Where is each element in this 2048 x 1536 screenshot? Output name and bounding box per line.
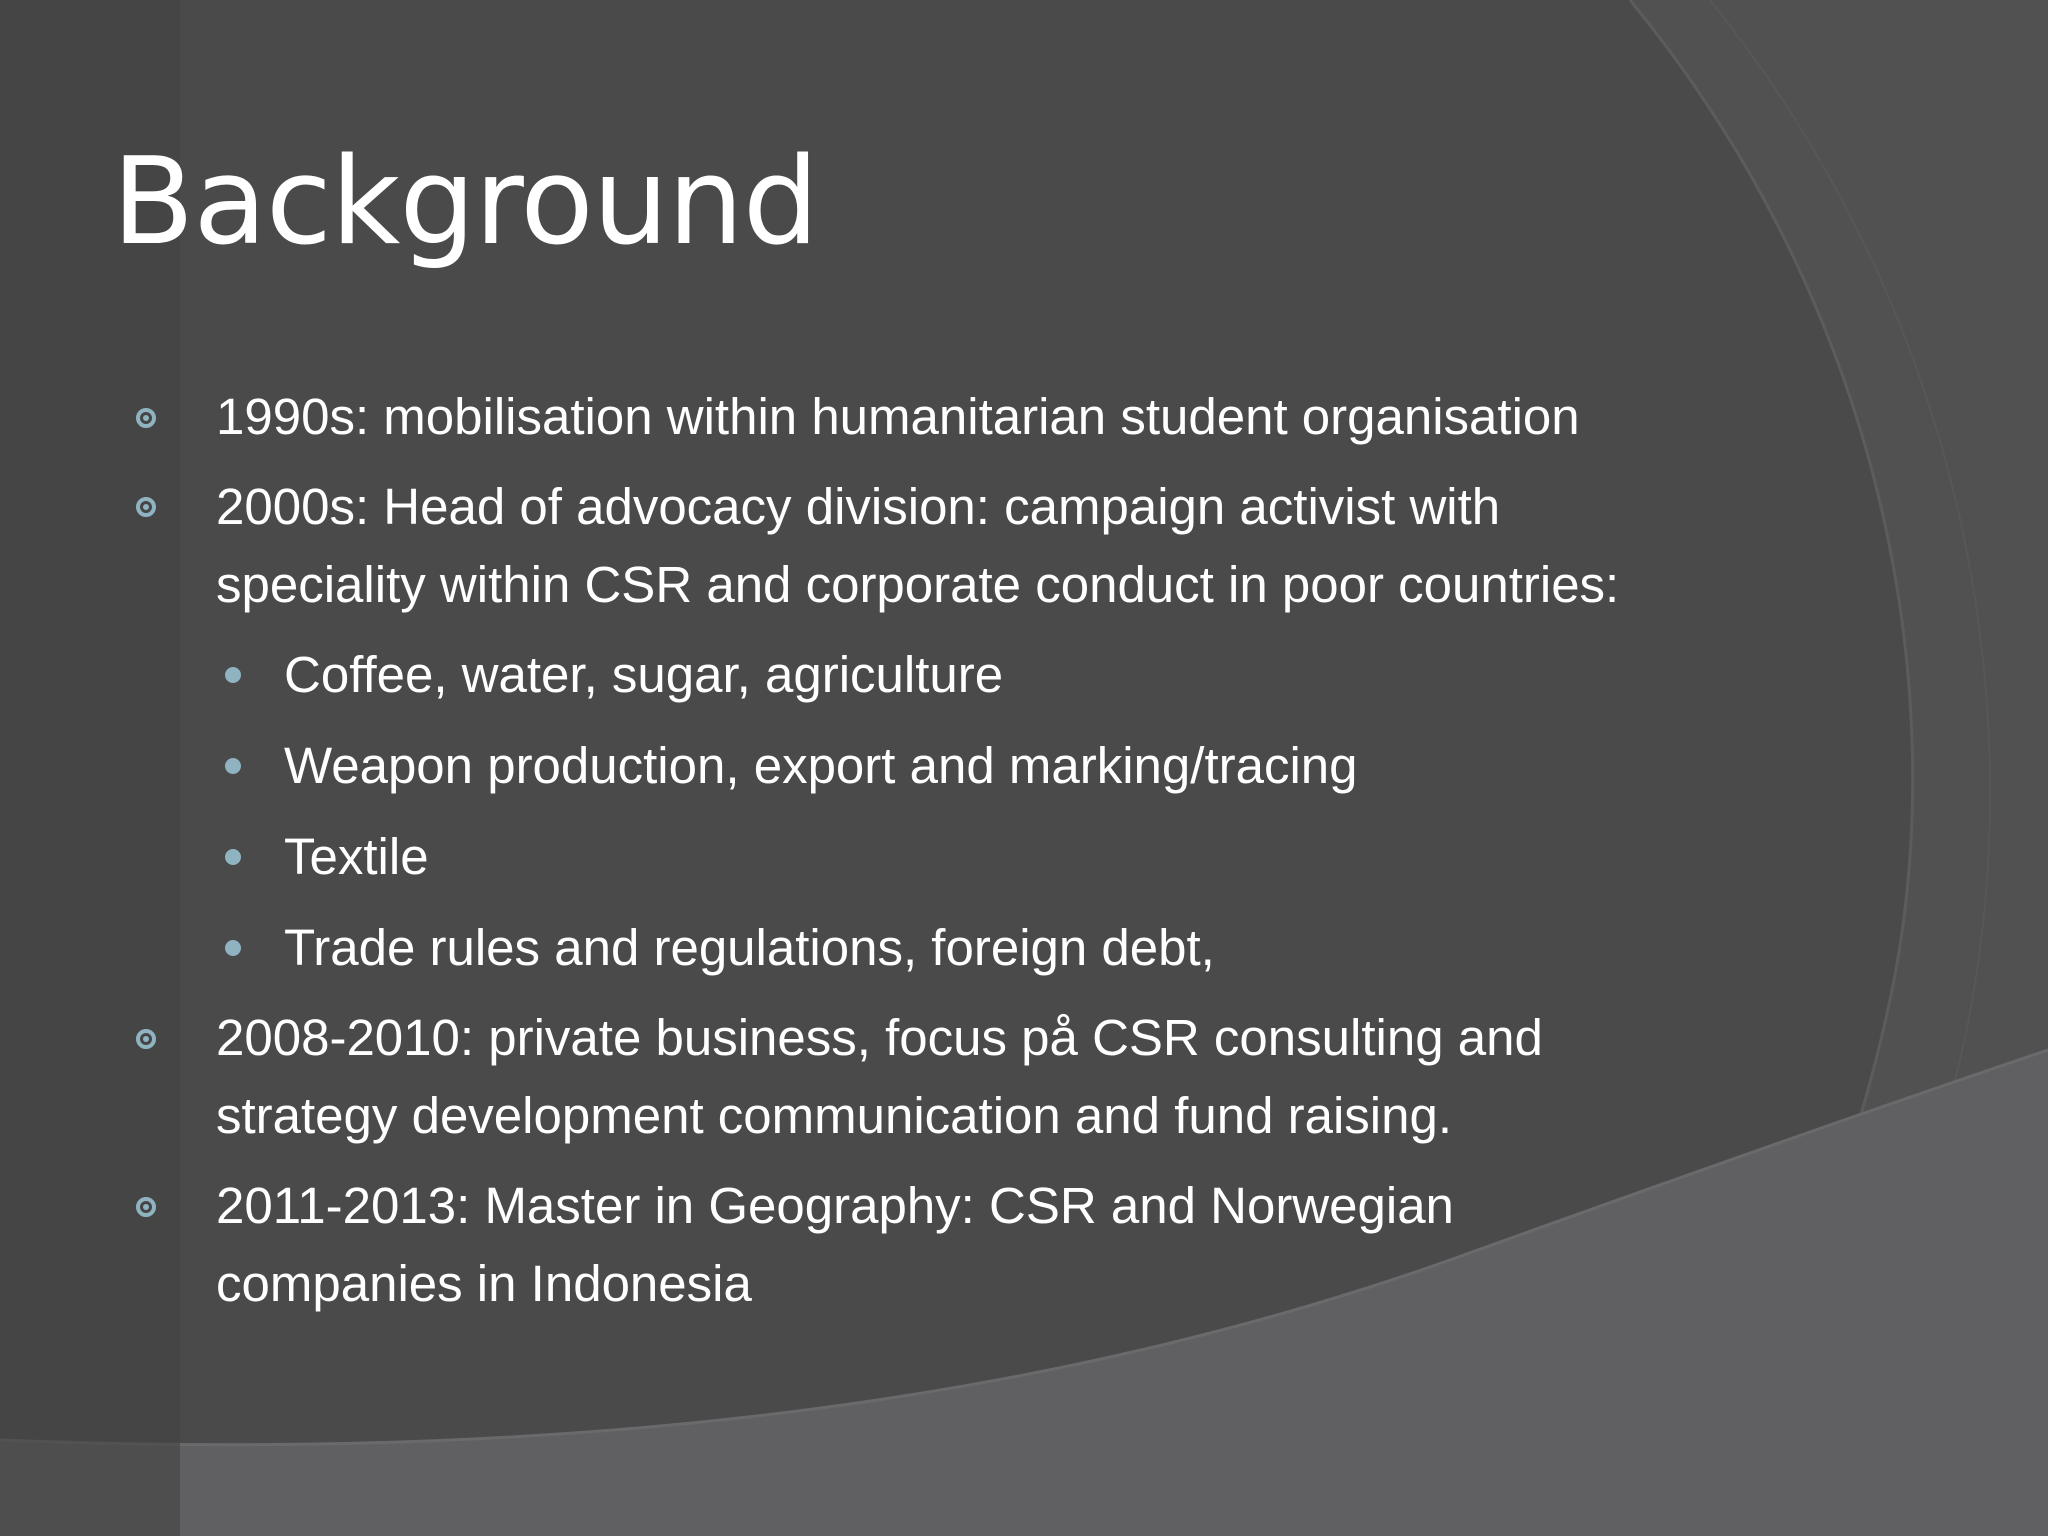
- bullet-line: Coffee, water, sugar, agriculture: [284, 646, 1004, 703]
- bullet-line: strategy development communication and fund raising.: [216, 1087, 1453, 1144]
- bullet-line: speciality within CSR and corporate conduct in poor countries:: [216, 556, 1620, 613]
- bullet-item: [216, 468, 1619, 624]
- bullet-line: 2008-2010: private business, focus på CSR consulting and: [216, 1009, 1543, 1066]
- bullet-line: 1990s: mobilisation within humanitarian student organisation: [216, 388, 1580, 445]
- sub-bullet-item: [284, 636, 1003, 714]
- sub-bullet-item: [284, 909, 1215, 987]
- circle-bullet-icon: [136, 1197, 156, 1217]
- dot-bullet-icon: [225, 940, 241, 956]
- bullet-line: companies in Indonesia: [216, 1255, 752, 1312]
- bullet-line: Textile: [284, 828, 429, 885]
- circle-bullet-icon: [136, 497, 156, 517]
- bullet-line: Trade rules and regulations, foreign debt,: [284, 919, 1215, 976]
- circle-bullet-icon: [136, 408, 156, 428]
- sub-bullet-item: [284, 818, 429, 896]
- bullet-item: [216, 1167, 1454, 1323]
- dot-bullet-icon: [225, 667, 241, 683]
- bullet-line: 2000s: Head of advocacy division: campaign activist with: [216, 478, 1501, 535]
- bullet-item: [216, 999, 1543, 1155]
- dot-bullet-icon: [225, 758, 241, 774]
- bullet-item: [216, 378, 1580, 456]
- circle-bullet-icon: [136, 1029, 156, 1049]
- bullet-line: 2011-2013: Master in Geography: CSR and Norwegian: [216, 1177, 1454, 1234]
- bullet-line: Weapon production, export and marking/tracing: [284, 737, 1358, 794]
- sub-bullet-item: [284, 727, 1358, 805]
- slide-title: Background: [112, 133, 818, 272]
- dot-bullet-icon: [225, 849, 241, 865]
